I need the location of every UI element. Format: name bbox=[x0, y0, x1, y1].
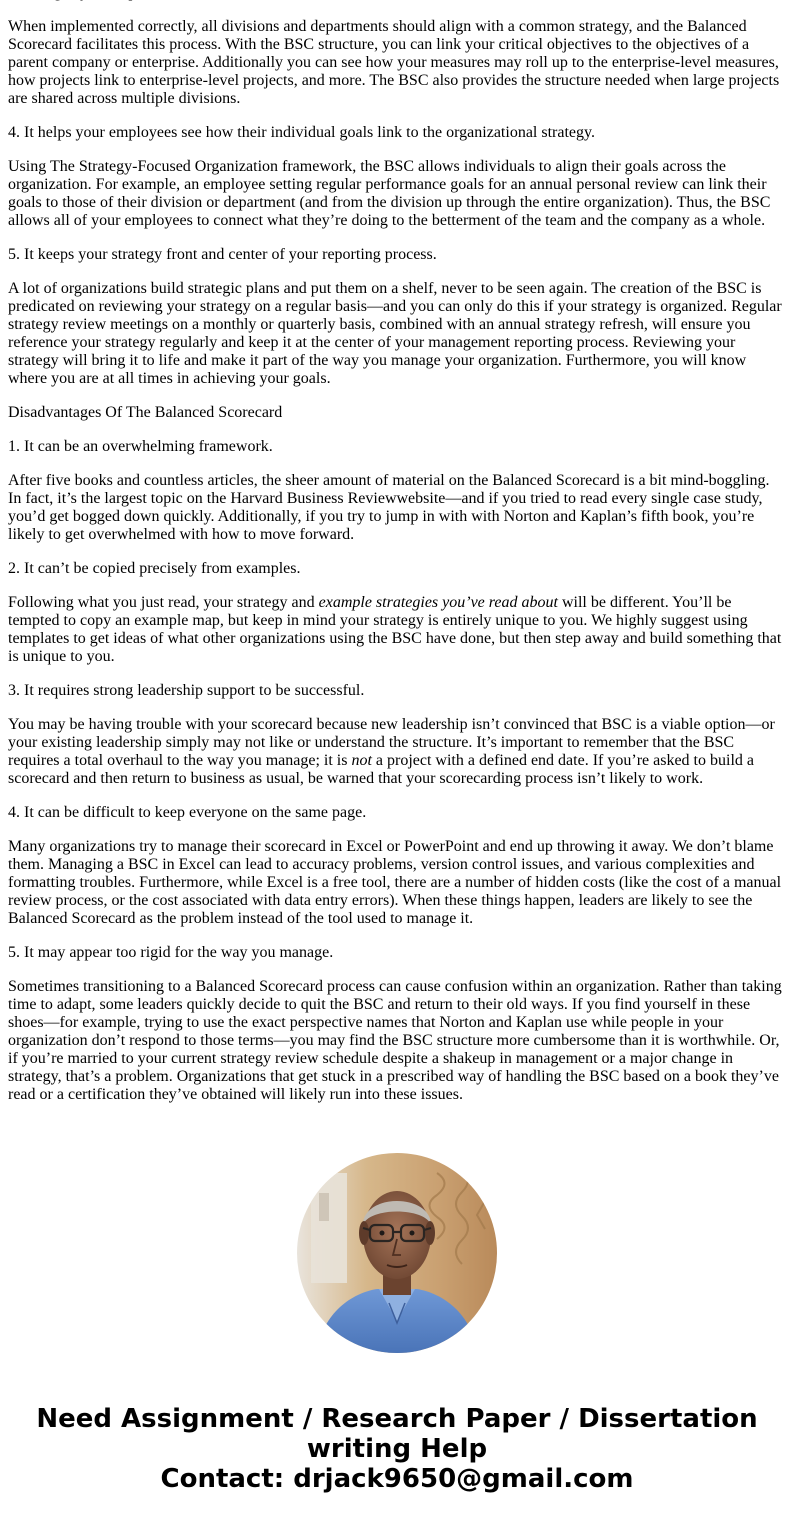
section-heading: Disadvantages Of The Balanced Scorecard bbox=[8, 404, 283, 421]
section-heading: 4. It can be difficult to keep everyone on the same page. bbox=[8, 804, 367, 821]
section-heading: 5. It keeps your strategy front and center of your reporting process. bbox=[8, 246, 437, 263]
emphasis-text: not bbox=[351, 752, 372, 769]
section-heading: 4. It helps your employees see how their individual goals link to the organizational strategy. bbox=[8, 124, 595, 141]
cta-line-2: writing Help bbox=[306, 1434, 488, 1464]
section-heading bbox=[8, 0, 784, 2]
paragraph: A lot of organizations build strategic plans and put them on a shelf, never to be seen again. The creation of the BSC is predicated on reviewing your strategy on a regular basis—and you can only do this if your strategy is organized. Regular strategy review meetings on a monthly or quarterly basis, combined with an annual strategy refresh, will ensure you reference your strategy regularly and keep it at the center of your management reporting process. Reviewing your strategy will bring it to life and make it part of the way you manage your organization. Furthermore, you will know where you are at all times in achieving your goals. bbox=[8, 280, 782, 387]
emphasis-text: example strategies you’ve read about bbox=[318, 594, 558, 611]
paragraph: Sometimes transitioning to a Balanced Scorecard process can cause confusion within an organization. Rather than taking time to adapt, some leaders quickly decide to quit the BSC and return to their old ways. If you find yourself in these shoes—for example, trying to use the exact perspective names that Norton and Kaplan use while people in your organization don’t respond to those terms—you may find the BSC structure more cumbersome than it is worthwhile. Or, if you’re married to your current strategy review schedule despite a shakeup in management or a major change in strategy, that’s a problem. Organizations that get stuck in a prescribed way of handling the BSC based on a book they’ve read or a certification they’ve obtained will likely run into these issues. bbox=[8, 978, 782, 1103]
paragraph-text: Following what you just read, your strategy and bbox=[8, 594, 319, 611]
paragraph-text: a project with a defined end date. If you’re asked to build a scorecard and then return to business as usual, be warned that your scorecarding process isn’t likely to work. bbox=[8, 752, 754, 787]
paragraph: After five books and countless articles, the sheer amount of material on the Balanced Scorecard is a bit mind-boggling. In fact, it’s the largest topic on the Harvard Business Reviewwebsite—and if you tried to read every single case study, you’d get bogged down quickly. Additionally, if you try to jump in with with Norton and Kaplan’s fifth book, you’re likely to get overwhelmed with how to move forward. bbox=[8, 472, 770, 543]
article-body bbox=[8, 0, 784, 1120]
cta-line-3: Contact: drjack9650@gmail.com bbox=[160, 1464, 634, 1494]
section-heading: 1. It can be an overwhelming framework. bbox=[8, 438, 273, 455]
paragraph-text: will be different. You’ll be tempted to copy an example map, but keep in mind your strategy is entirely unique to you. We highly suggest using templates to get ideas of what other organizations using the BSC have done, but then step away and build something that is unique to you. bbox=[8, 594, 782, 665]
author-portrait-image bbox=[297, 1153, 497, 1353]
paragraph bbox=[8, 716, 784, 788]
paragraph-text: You may be having trouble with your scorecard because new leadership isn’t convinced that BSC is a viable option—or your existing leadership simply may not like or understand the structure. It’s important to remember that the BSC requires a total overhaul to the way you manage; it is bbox=[8, 716, 775, 769]
paragraph: Many organizations try to manage their scorecard in Excel or PowerPoint and end up throwing it away. We don’t blame them. Managing a BSC in Excel can lead to accuracy problems, version control issues, and various complexities and formatting troubles. Furthermore, while Excel is a free tool, there are a number of hidden costs (like the cost of a manual review process, or the cost associated with data entry errors). When these things happen, leaders are likely to see the Balanced Scorecard as the problem instead of the tool used to manage it. bbox=[8, 838, 782, 927]
paragraph: Using The Strategy-Focused Organization framework, the BSC allows individuals to align their goals across the organization. For example, an employee setting regular performance goals for an annual personal review can link their goals to those of their division or department (and from the division up through the entire organization). Thus, the BSC allows all of your employees to connect what they’re doing to the betterment of the team and the company as a whole. bbox=[8, 158, 771, 229]
paragraph: When implemented correctly, all divisions and departments should align with a common strategy, and the Balanced Scorecard facilitates this process. With the BSC structure, you can link your critical objectives to the objectives of a parent company or enterprise. Additionally you can see how your measures may roll up to the enterprise-level measures, how projects link to enterprise-level projects, and more. The BSC also provides the structure needed when large projects are shared across multiple divisions. bbox=[8, 18, 780, 107]
section-heading: 5. It may appear too rigid for the way you manage. bbox=[8, 944, 334, 961]
section-heading: 3. It requires strong leadership support to be successful. bbox=[8, 682, 365, 699]
contact-banner bbox=[0, 1404, 794, 1494]
section-heading: 2. It can’t be copied precisely from examples. bbox=[8, 560, 301, 577]
author-photo bbox=[297, 1153, 497, 1353]
paragraph bbox=[8, 594, 784, 666]
cta-line-1: Need Assignment / Research Paper / Dissertation bbox=[36, 1404, 758, 1434]
